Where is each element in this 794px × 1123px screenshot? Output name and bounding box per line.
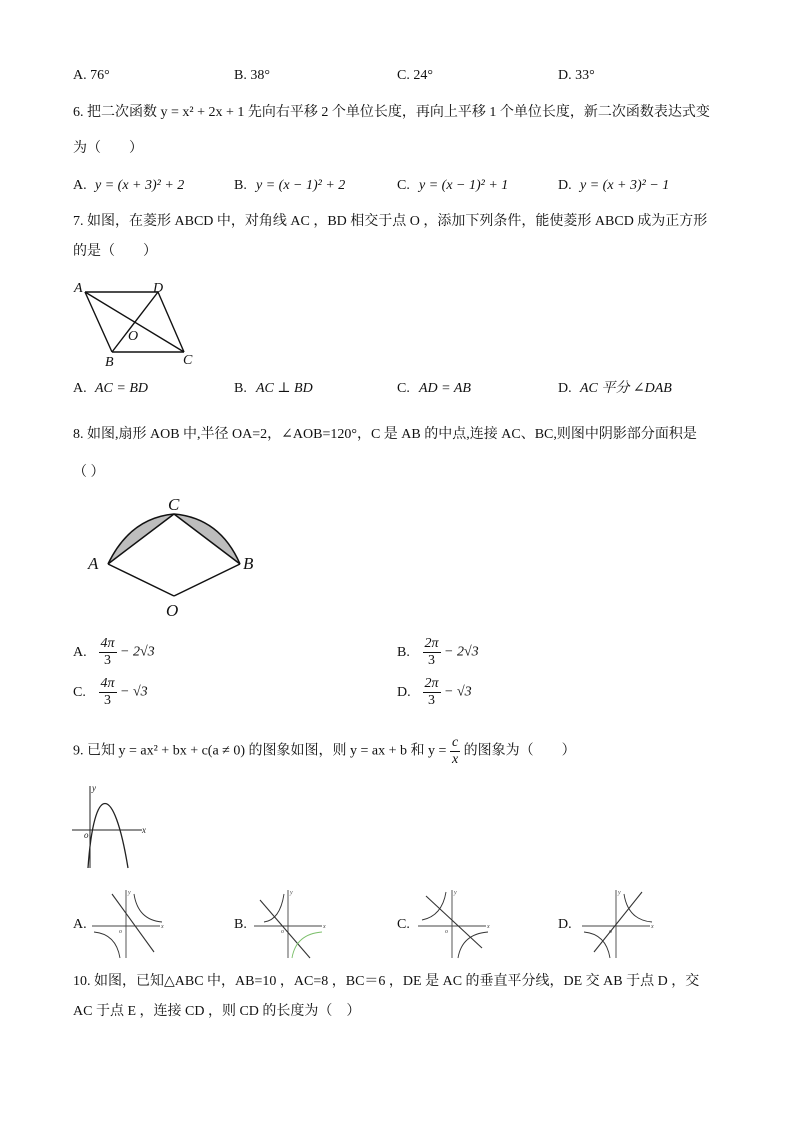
option-fraction: $\frac{2\pi}{3}$ [424, 636, 439, 668]
hyperbola-branch-left [422, 892, 446, 920]
label-b: B [105, 355, 114, 368]
svg-text:o: o [281, 929, 284, 935]
q8-option-b [397, 636, 479, 669]
q7-option-a [73, 379, 148, 399]
label-d: D [153, 281, 164, 296]
label-c: C [183, 353, 193, 368]
option-letter: B. [397, 644, 410, 660]
q10-stem-line2: AC 于点 E ，连接 CD ，则 CD 的长度为（ ） [73, 1004, 361, 1019]
option-letter: A. [73, 178, 87, 193]
svg-text:x: x [651, 924, 654, 930]
q7-stem-line1: 7. 如图，在菱形 ABCD 中，对角线 AC ，BD 相交于点 O ，添加下列条件，能使菱形 ABCD 成为正方形 [73, 214, 708, 229]
label-a: A [74, 281, 83, 296]
q8-stem-line2: （ ） [73, 465, 105, 480]
q9-option-b-graph [252, 886, 330, 962]
sector-figure [82, 496, 268, 620]
option-letter: D. [558, 178, 572, 193]
option-letter: A. [73, 644, 87, 660]
q8-option-c [73, 676, 148, 709]
side-dc [158, 292, 184, 352]
hyperbola-branch-right [134, 894, 162, 922]
hyperbola-branch-right [458, 932, 488, 958]
q6-option-b [234, 176, 345, 196]
q5-option-a: A. 76° [73, 68, 110, 83]
option-letter: D. [558, 381, 572, 396]
q7-option-b [234, 379, 313, 399]
hyperbola-branch-left [584, 932, 610, 958]
option-expression: − √3 [120, 684, 148, 700]
q8-option-a [73, 636, 155, 669]
q9-option-c-letter: C. [397, 917, 410, 932]
q7-option-d [558, 379, 672, 399]
q7-stem-line2: 的是（ ） [73, 244, 157, 259]
label-c: C [168, 496, 180, 514]
label-b: B [243, 554, 254, 573]
q6-option-c [397, 176, 508, 196]
q10-stem-line1: 10. 如图，已知△ABC 中，AB=10 ，AC=8 ，BC＝6 ，DE 是 AC 的垂直平分线，DE 交 AB 于点 D ，交 [73, 974, 700, 989]
option-letter: B. [234, 178, 247, 193]
label-a: A [88, 554, 99, 573]
q5-option-c: C. 24° [397, 68, 433, 83]
q6-option-d [558, 176, 669, 196]
svg-text:o: o [445, 929, 448, 935]
svg-text:x: x [323, 924, 326, 930]
option-fraction: $\frac{4\pi}{3}$ [100, 676, 115, 708]
q6-stem-line1: 6. 把二次函数 y = x² + 2x + 1 先向右平移 2 个单位长度，再向上平移 1 个单位长度，新二次函数表达式变 [73, 105, 710, 120]
q9-option-d-letter: D. [558, 917, 572, 932]
parabola-curve [88, 804, 128, 869]
svg-text:x: x [161, 924, 164, 930]
option-expression: y = (x + 3)² − 1 [580, 178, 670, 193]
q9-option-c-graph [416, 886, 494, 962]
svg-text:y: y [128, 890, 131, 896]
radius-ob [174, 564, 240, 596]
svg-text:o: o [609, 929, 612, 935]
chord-ac [108, 514, 174, 564]
option-expression: AD = AB [419, 381, 471, 396]
q5-option-b: B. 38° [234, 68, 270, 83]
option-fraction: $\frac{4\pi}{3}$ [100, 636, 115, 668]
q9-stem [73, 735, 576, 768]
option-expression: − 2√3 [444, 644, 479, 660]
parabola-figure [68, 782, 150, 872]
q9-option-a-graph [90, 886, 168, 962]
option-letter: C. [397, 178, 410, 193]
option-expression: AC ⊥ BD [256, 381, 313, 396]
label-o: O [166, 601, 179, 620]
svg-text:y: y [618, 890, 621, 896]
q8-option-d [397, 676, 472, 709]
svg-text:o: o [119, 929, 122, 935]
origin-label: o [84, 830, 89, 840]
option-expression: y = (x − 1)² + 1 [419, 178, 509, 193]
q9-option-b-letter: B. [234, 917, 247, 932]
option-fraction: $\frac{2\pi}{3}$ [424, 676, 439, 708]
label-o: O [128, 329, 139, 344]
q8-stem-line1: 8. 如图,扇形 AOB 中,半径 OA=2，∠AOB=120°，C 是 AB 的中点,连接 AC、BC,则图中阴影部分面积是 [73, 427, 697, 442]
option-expression: AC = BD [95, 381, 148, 396]
option-letter: A. [73, 381, 87, 396]
hyperbola-branch-right [624, 894, 652, 922]
line-graph [112, 894, 154, 952]
radius-oa [108, 564, 174, 596]
option-expression: y = (x + 3)² + 2 [95, 178, 185, 193]
q9-option-a-letter: A. [73, 917, 87, 932]
axis-label-y: y [92, 783, 96, 793]
hyperbola-branch-left [94, 932, 120, 958]
line-graph [594, 892, 642, 952]
q6-stem-line2: 为（ ） [73, 141, 143, 156]
q9-stem-fraction: $\frac{c}{x}$ [451, 735, 459, 767]
q5-option-d: D. 33° [558, 68, 595, 83]
option-letter: D. [397, 684, 411, 700]
axis-label-x: x [142, 825, 146, 835]
chord-cb [174, 514, 240, 564]
option-letter: C. [397, 381, 410, 396]
q9-option-d-graph [580, 886, 658, 962]
q6-option-a [73, 176, 184, 196]
svg-text:y: y [290, 890, 293, 896]
q7-option-c [397, 379, 471, 399]
q9-stem-pre: 9. 已知 y = ax² + bx + c(a ≠ 0) 的图象如图，则 y = ax + b 和 y = [73, 743, 447, 759]
option-letter: C. [73, 684, 86, 700]
option-letter: B. [234, 381, 247, 396]
svg-text:y: y [454, 890, 457, 896]
q9-stem-post: 的图象为（ ） [463, 743, 576, 759]
line-graph [426, 896, 482, 948]
option-expression: − 2√3 [120, 644, 155, 660]
svg-text:x: x [487, 924, 490, 930]
option-expression: AC 平分 ∠DAB [580, 381, 672, 396]
line-graph [260, 900, 310, 958]
option-expression: − √3 [444, 684, 472, 700]
rhombus-figure [70, 276, 210, 368]
option-expression: y = (x − 1)² + 2 [256, 178, 346, 193]
